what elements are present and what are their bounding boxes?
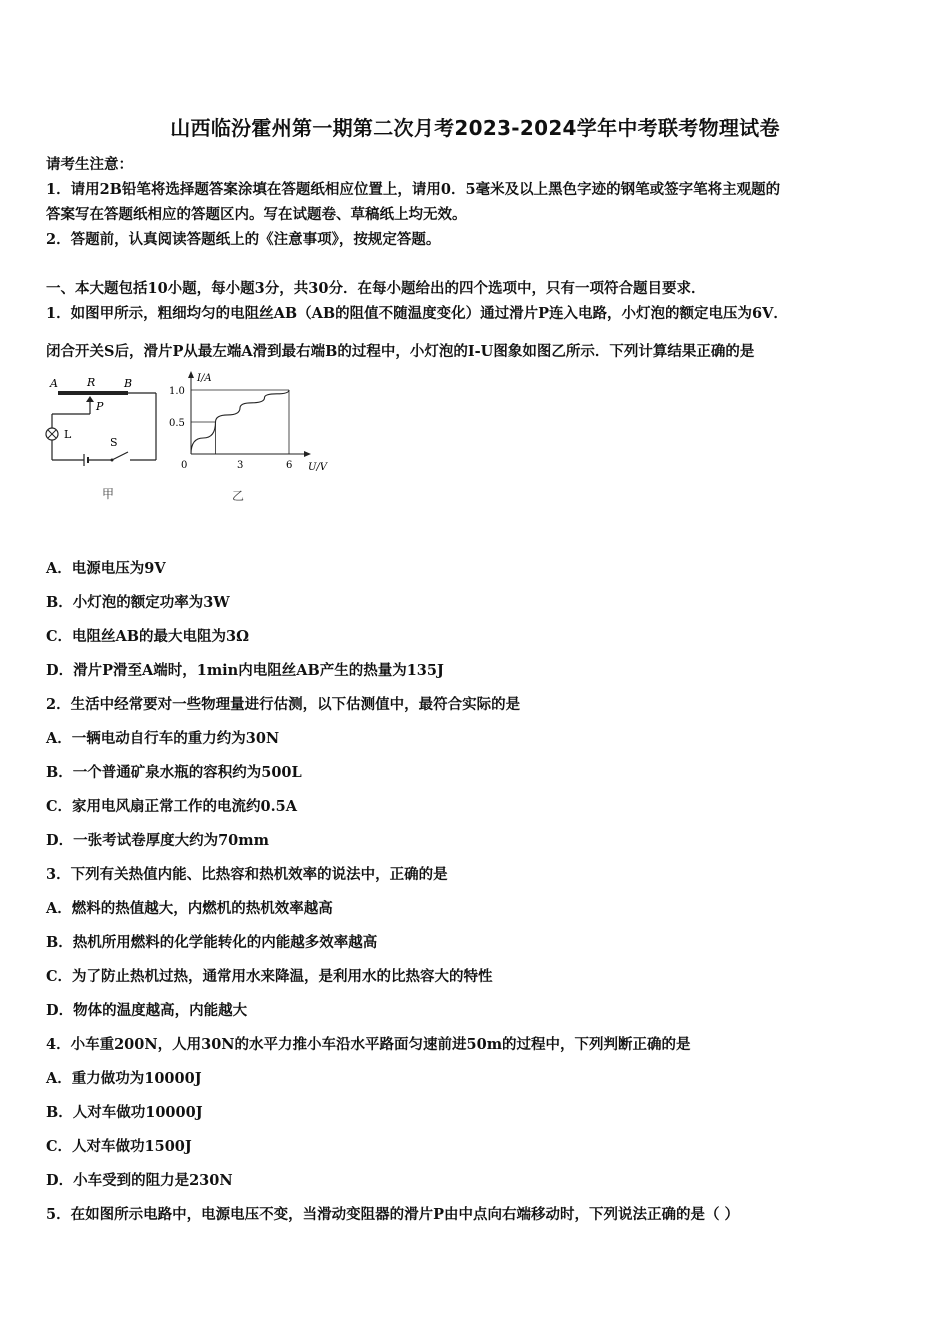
q3-option-c: C．为了防止热机过热，通常用水来降温，是利用水的比热容大的特性 (46, 968, 493, 985)
label-R: R (87, 376, 96, 389)
x-tick-label: 0 (181, 460, 188, 471)
x-tick-label: 3 (237, 460, 244, 471)
label-A: A (50, 377, 58, 390)
caption-jia: 甲 (102, 487, 115, 501)
x-axis-label: U/V (308, 462, 328, 473)
q2-option-a: A．一辆电动自行车的重力约为30N (46, 730, 280, 747)
y-tick-label: 0.5 (169, 418, 185, 429)
q4-option-b: B．人对车做功10000J (46, 1104, 203, 1121)
notice-item-1: 1．请用2B铅笔将选择题答案涂填在答题纸相应位置上，请用0．5毫米及以上黑色字迹的钢笔或签字笔将主观题的 (46, 181, 781, 198)
q4-option-c: C．人对车做功1500J (46, 1138, 192, 1155)
y-axis-label: I/A (197, 373, 212, 384)
circuit-figure-jia (40, 372, 170, 507)
label-P: P (96, 400, 104, 413)
q2-stem: 2．生活中经常要对一些物理量进行估测，以下估测值中，最符合实际的是 (46, 696, 521, 713)
q1-option-a: A．电源电压为9V (46, 560, 166, 577)
q4-option-a: A．重力做功为10000J (46, 1070, 202, 1087)
section-heading: 一、本大题包括10小题，每小题3分，共30分．在每小题给出的四个选项中，只有一项符合题目要求． (46, 280, 706, 297)
q1-stem-line1: 1．如图甲所示，粗细均匀的电阻丝AB（AB的阻值不随温度变化）通过滑片P连入电路，小灯泡的额定电压为6V． (46, 305, 788, 322)
q5-stem: 5．在如图所示电路中，电源电压不变，当滑动变阻器的滑片P由中点向右端移动时，下列说法正确的是（ ） (46, 1206, 740, 1223)
q2-option-b: B．一个普通矿泉水瓶的容积约为500L (46, 764, 302, 781)
q1-option-c: C．电阻丝AB的最大电阻为3Ω (46, 628, 250, 645)
iu-graph-yi (168, 366, 343, 508)
q2-option-c: C．家用电风扇正常工作的电流约0.5A (46, 798, 298, 815)
q1-stem-line2: 闭合开关S后，滑片P从最左端A滑到最右端B的过程中，小灯泡的I-U图象如图乙所示．下列计算结果正确的是 (46, 343, 755, 360)
label-S: S (110, 436, 118, 449)
notice-item-2: 2．答题前，认真阅读答题纸上的《注意事项》，按规定答题。 (46, 231, 441, 248)
resistor-wire-ab (58, 391, 128, 395)
page-title: 山西临汾霍州第一期第二次月考2023-2024学年中考联考物理试卷 (170, 116, 780, 140)
caption-yi: 乙 (232, 489, 245, 503)
q4-stem: 4．小车重200N，人用30N的水平力推小车沿水平路面匀速前进50m的过程中，下列判断正确的是 (46, 1036, 691, 1053)
q3-stem: 3．下列有关热值内能、比热容和热机效率的说法中，正确的是 (46, 866, 448, 883)
q3-option-a: A．燃料的热值越大，内燃机的热机效率越高 (46, 900, 333, 917)
x-tick-label: 6 (286, 460, 293, 471)
q1-option-b: B．小灯泡的额定功率为3W (46, 594, 230, 611)
q3-option-d: D．物体的温度越高，内能越大 (46, 1002, 248, 1019)
q1-option-d: D．滑片P滑至A端时，1min内电阻丝AB产生的热量为135J (46, 662, 444, 679)
y-tick-label: 1.0 (169, 386, 185, 397)
q2-option-d: D．一张考试卷厚度大约为70mm (46, 832, 269, 849)
notice-item-1-cont: 答案写在答题纸相应的答题区内。写在试题卷、草稿纸上均无效。 (46, 206, 467, 223)
switch-icon (112, 452, 128, 460)
label-B: B (124, 377, 133, 390)
q3-option-b: B．热机所用燃料的化学能转化的内能越多效率越高 (46, 934, 378, 951)
q4-option-d: D．小车受到的阻力是230N (46, 1172, 233, 1189)
label-L: L (64, 428, 72, 441)
notice-heading: 请考生注意： (46, 156, 133, 173)
